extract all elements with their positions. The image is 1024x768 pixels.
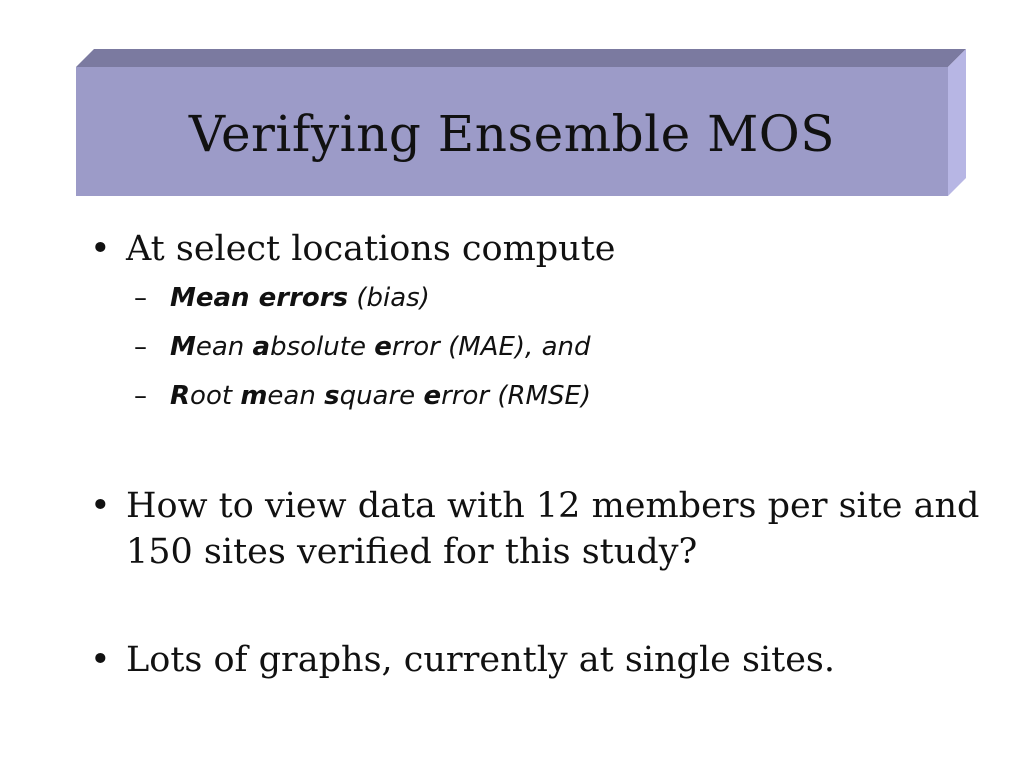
sub-bullet-text: rror (RMSE) xyxy=(441,381,592,411)
title-banner-side-face xyxy=(946,49,966,196)
bullet-dot: • xyxy=(90,640,111,680)
sub-bullet-dash: – xyxy=(134,283,147,313)
sub-bullet-initial: e xyxy=(374,332,392,362)
sub-bullet-text: ean xyxy=(195,332,253,362)
sub-bullet-initial: m xyxy=(240,381,268,411)
sub-bullet-text: ean xyxy=(267,381,325,411)
sub-bullet-text: bsolute xyxy=(270,332,375,362)
title-banner-front-face xyxy=(76,67,948,196)
sub-bullet-initial: R xyxy=(170,381,191,411)
sub-bullet-item xyxy=(132,274,984,323)
sub-bullet-dash: – xyxy=(134,381,147,411)
bullet-item xyxy=(84,637,984,683)
bullet-item xyxy=(84,226,984,272)
bullet-text: How to view data with 12 members per site and 150 sites verified for this study? xyxy=(126,486,980,572)
sub-bullet-initial: a xyxy=(252,332,271,362)
sub-bullet-text: (bias) xyxy=(348,283,430,313)
bullet-text: Lots of graphs, currently at single sites. xyxy=(126,640,836,680)
title-banner-top-face xyxy=(76,49,966,67)
slide-content xyxy=(84,226,984,683)
bullet-dot: • xyxy=(90,486,111,526)
sub-bullet-dash: – xyxy=(134,332,147,362)
sub-bullet-text: quare xyxy=(339,381,424,411)
bullet-text: At select locations compute xyxy=(126,229,616,269)
bullet-dot: • xyxy=(90,229,111,269)
slide-title: Verifying Ensemble MOS xyxy=(188,104,836,163)
sub-bullet-bold-text: Mean errors xyxy=(170,283,349,313)
sub-bullet-initial: M xyxy=(170,332,196,362)
sub-bullet-initial: e xyxy=(423,381,442,411)
bullet-item xyxy=(84,483,984,575)
title-banner xyxy=(76,49,966,196)
sub-bullet-text: rror (MAE), and xyxy=(391,332,591,362)
sub-bullet-text: oot xyxy=(190,381,241,411)
sub-bullet-item xyxy=(132,323,984,372)
sub-bullet-initial: s xyxy=(324,381,340,411)
sub-bullet-item xyxy=(132,372,984,421)
sub-bullet-list xyxy=(84,274,984,421)
